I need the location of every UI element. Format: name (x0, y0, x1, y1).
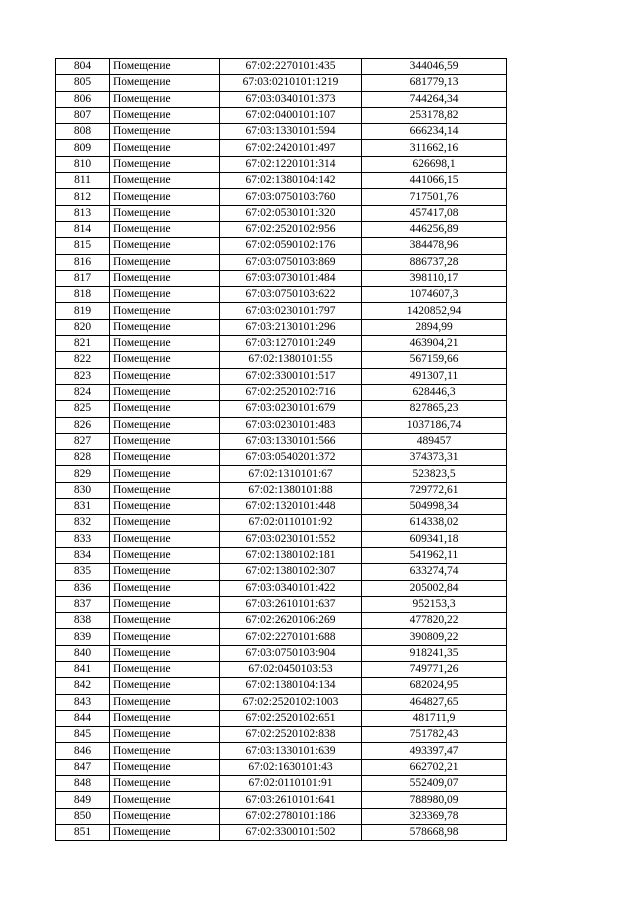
cadastral-value-cell: 398110,17 (362, 270, 507, 286)
row-number-cell: 832 (56, 515, 110, 531)
cadastral-value-cell: 717501,76 (362, 189, 507, 205)
cadastral-value-cell: 446256,89 (362, 221, 507, 237)
row-number-cell: 846 (56, 743, 110, 759)
row-number-cell: 836 (56, 580, 110, 596)
row-number-cell: 820 (56, 319, 110, 335)
table-row (56, 776, 507, 792)
row-number-cell: 841 (56, 661, 110, 677)
table-row (56, 596, 507, 612)
table-row (56, 547, 507, 563)
object-type-cell: Помещение (110, 336, 220, 352)
cadastral-number-cell: 67:02:1630101:43 (220, 759, 362, 775)
table-row (56, 824, 507, 840)
object-type-cell: Помещение (110, 596, 220, 612)
table-row (56, 743, 507, 759)
row-number-cell: 805 (56, 75, 110, 91)
cadastral-number-cell: 67:02:0530101:320 (220, 205, 362, 221)
table-row (56, 303, 507, 319)
row-number-cell: 818 (56, 287, 110, 303)
cadastral-value-cell: 523823,5 (362, 466, 507, 482)
cadastral-value-cell: 481711,9 (362, 710, 507, 726)
object-type-cell: Помещение (110, 450, 220, 466)
cadastral-value-cell: 578668,98 (362, 824, 507, 840)
row-number-cell: 835 (56, 564, 110, 580)
cadastral-value-cell: 205002,84 (362, 580, 507, 596)
object-type-cell: Помещение (110, 694, 220, 710)
table-row (56, 482, 507, 498)
cadastral-number-cell: 67:03:1330101:594 (220, 124, 362, 140)
table-row (56, 531, 507, 547)
row-number-cell: 833 (56, 531, 110, 547)
object-type-cell: Помещение (110, 75, 220, 91)
row-number-cell: 850 (56, 808, 110, 824)
row-number-cell: 823 (56, 368, 110, 384)
cadastral-number-cell: 67:02:3300101:502 (220, 824, 362, 840)
cadastral-number-cell: 67:03:0230101:679 (220, 401, 362, 417)
object-type-cell: Помещение (110, 319, 220, 335)
row-number-cell: 814 (56, 221, 110, 237)
table-row (56, 384, 507, 400)
table-row (56, 417, 507, 433)
object-type-cell: Помещение (110, 515, 220, 531)
table-row (56, 238, 507, 254)
cadastral-value-table (55, 58, 507, 841)
object-type-cell: Помещение (110, 401, 220, 417)
row-number-cell: 826 (56, 417, 110, 433)
cadastral-value-cell: 681779,13 (362, 75, 507, 91)
cadastral-number-cell: 67:02:1320101:448 (220, 499, 362, 515)
object-type-cell: Помещение (110, 433, 220, 449)
object-type-cell: Помещение (110, 629, 220, 645)
table-row (56, 710, 507, 726)
cadastral-value-cell: 567159,66 (362, 352, 507, 368)
cadastral-value-cell: 1074607,3 (362, 287, 507, 303)
table-row (56, 613, 507, 629)
table-row (56, 107, 507, 123)
row-number-cell: 848 (56, 776, 110, 792)
cadastral-number-cell: 67:02:0110101:91 (220, 776, 362, 792)
table-row (56, 91, 507, 107)
table-row (56, 270, 507, 286)
cadastral-value-cell: 666234,14 (362, 124, 507, 140)
cadastral-number-cell: 67:03:1330101:566 (220, 433, 362, 449)
cadastral-number-cell: 67:02:2520102:1003 (220, 694, 362, 710)
row-number-cell: 822 (56, 352, 110, 368)
row-number-cell: 808 (56, 124, 110, 140)
cadastral-value-cell: 662702,21 (362, 759, 507, 775)
cadastral-number-cell: 67:02:2620106:269 (220, 613, 362, 629)
object-type-cell: Помещение (110, 580, 220, 596)
table-row (56, 287, 507, 303)
cadastral-number-cell: 67:03:0750103:622 (220, 287, 362, 303)
cadastral-value-cell: 1420852,94 (362, 303, 507, 319)
cadastral-number-cell: 67:03:2130101:296 (220, 319, 362, 335)
cadastral-value-cell: 633274,74 (362, 564, 507, 580)
cadastral-value-cell: 628446,3 (362, 384, 507, 400)
table-row (56, 792, 507, 808)
table-row (56, 156, 507, 172)
row-number-cell: 849 (56, 792, 110, 808)
cadastral-number-cell: 67:02:0590102:176 (220, 238, 362, 254)
cadastral-value-cell: 457417,08 (362, 205, 507, 221)
table-row (56, 368, 507, 384)
cadastral-number-cell: 67:02:1380104:142 (220, 173, 362, 189)
table-body (56, 59, 507, 841)
row-number-cell: 819 (56, 303, 110, 319)
row-number-cell: 817 (56, 270, 110, 286)
row-number-cell: 810 (56, 156, 110, 172)
cadastral-number-cell: 67:03:1330101:639 (220, 743, 362, 759)
object-type-cell: Помещение (110, 368, 220, 384)
cadastral-value-cell: 253178,82 (362, 107, 507, 123)
table-row (56, 759, 507, 775)
object-type-cell: Помещение (110, 531, 220, 547)
object-type-cell: Помещение (110, 124, 220, 140)
table-row (56, 254, 507, 270)
cadastral-number-cell: 67:02:3300101:517 (220, 368, 362, 384)
cadastral-value-cell: 504998,34 (362, 499, 507, 515)
row-number-cell: 828 (56, 450, 110, 466)
row-number-cell: 812 (56, 189, 110, 205)
table-row (56, 59, 507, 75)
table-row (56, 515, 507, 531)
object-type-cell: Помещение (110, 727, 220, 743)
cadastral-number-cell: 67:03:0750103:760 (220, 189, 362, 205)
cadastral-number-cell: 67:02:0400101:107 (220, 107, 362, 123)
cadastral-number-cell: 67:02:2520102:716 (220, 384, 362, 400)
cadastral-value-cell: 1037186,74 (362, 417, 507, 433)
object-type-cell: Помещение (110, 466, 220, 482)
cadastral-value-cell: 682024,95 (362, 678, 507, 694)
cadastral-value-cell: 311662,16 (362, 140, 507, 156)
table-row (56, 140, 507, 156)
object-type-cell: Помещение (110, 238, 220, 254)
cadastral-number-cell: 67:02:0450103:53 (220, 661, 362, 677)
table-row (56, 336, 507, 352)
cadastral-number-cell: 67:03:0340101:373 (220, 91, 362, 107)
cadastral-value-cell: 744264,34 (362, 91, 507, 107)
table-row (56, 450, 507, 466)
object-type-cell: Помещение (110, 808, 220, 824)
row-number-cell: 845 (56, 727, 110, 743)
cadastral-value-cell: 552409,07 (362, 776, 507, 792)
object-type-cell: Помещение (110, 156, 220, 172)
object-type-cell: Помещение (110, 547, 220, 563)
cadastral-value-cell: 323369,78 (362, 808, 507, 824)
object-type-cell: Помещение (110, 678, 220, 694)
table-row (56, 173, 507, 189)
table-row (56, 205, 507, 221)
cadastral-value-cell: 541962,11 (362, 547, 507, 563)
object-type-cell: Помещение (110, 661, 220, 677)
table-row (56, 75, 507, 91)
cadastral-number-cell: 67:03:0230101:797 (220, 303, 362, 319)
table-row (56, 352, 507, 368)
object-type-cell: Помещение (110, 189, 220, 205)
cadastral-value-cell: 344046,59 (362, 59, 507, 75)
table-row (56, 189, 507, 205)
cadastral-value-cell: 788980,09 (362, 792, 507, 808)
row-number-cell: 831 (56, 499, 110, 515)
cadastral-number-cell: 67:02:2520102:651 (220, 710, 362, 726)
row-number-cell: 842 (56, 678, 110, 694)
cadastral-value-cell: 952153,3 (362, 596, 507, 612)
row-number-cell: 847 (56, 759, 110, 775)
row-number-cell: 807 (56, 107, 110, 123)
table-row (56, 433, 507, 449)
cadastral-value-cell: 489457 (362, 433, 507, 449)
table-row (56, 580, 507, 596)
table-row (56, 808, 507, 824)
object-type-cell: Помещение (110, 303, 220, 319)
cadastral-value-cell: 2894,99 (362, 319, 507, 335)
cadastral-number-cell: 67:03:2610101:641 (220, 792, 362, 808)
table-row (56, 645, 507, 661)
cadastral-value-cell: 729772,61 (362, 482, 507, 498)
object-type-cell: Помещение (110, 645, 220, 661)
table-row (56, 466, 507, 482)
object-type-cell: Помещение (110, 759, 220, 775)
cadastral-value-cell: 477820,22 (362, 613, 507, 629)
cadastral-number-cell: 67:03:0340101:422 (220, 580, 362, 596)
row-number-cell: 830 (56, 482, 110, 498)
cadastral-number-cell: 67:02:0110101:92 (220, 515, 362, 531)
cadastral-number-cell: 67:03:2610101:637 (220, 596, 362, 612)
cadastral-value-cell: 609341,18 (362, 531, 507, 547)
table-row (56, 124, 507, 140)
cadastral-value-cell: 390809,22 (362, 629, 507, 645)
cadastral-value-cell: 441066,15 (362, 173, 507, 189)
row-number-cell: 815 (56, 238, 110, 254)
row-number-cell: 821 (56, 336, 110, 352)
row-number-cell: 806 (56, 91, 110, 107)
row-number-cell: 839 (56, 629, 110, 645)
cadastral-number-cell: 67:02:1310101:67 (220, 466, 362, 482)
cadastral-number-cell: 67:02:2520102:838 (220, 727, 362, 743)
row-number-cell: 840 (56, 645, 110, 661)
cadastral-value-cell: 614338,02 (362, 515, 507, 531)
object-type-cell: Помещение (110, 91, 220, 107)
object-type-cell: Помещение (110, 824, 220, 840)
row-number-cell: 834 (56, 547, 110, 563)
cadastral-number-cell: 67:02:1380102:307 (220, 564, 362, 580)
row-number-cell: 851 (56, 824, 110, 840)
table-row (56, 221, 507, 237)
cadastral-number-cell: 67:02:1380101:55 (220, 352, 362, 368)
object-type-cell: Помещение (110, 384, 220, 400)
table-row (56, 694, 507, 710)
cadastral-number-cell: 67:02:1380104:134 (220, 678, 362, 694)
cadastral-value-cell: 827865,23 (362, 401, 507, 417)
cadastral-value-cell: 918241,35 (362, 645, 507, 661)
row-number-cell: 843 (56, 694, 110, 710)
row-number-cell: 824 (56, 384, 110, 400)
object-type-cell: Помещение (110, 564, 220, 580)
cadastral-number-cell: 67:02:2420101:497 (220, 140, 362, 156)
cadastral-number-cell: 67:02:2270101:435 (220, 59, 362, 75)
row-number-cell: 838 (56, 613, 110, 629)
cadastral-value-cell: 751782,43 (362, 727, 507, 743)
cadastral-number-cell: 67:03:1270101:249 (220, 336, 362, 352)
cadastral-number-cell: 67:02:1380101:88 (220, 482, 362, 498)
row-number-cell: 837 (56, 596, 110, 612)
row-number-cell: 816 (56, 254, 110, 270)
object-type-cell: Помещение (110, 221, 220, 237)
cadastral-number-cell: 67:02:1380102:181 (220, 547, 362, 563)
row-number-cell: 825 (56, 401, 110, 417)
cadastral-value-cell: 464827,65 (362, 694, 507, 710)
row-number-cell: 809 (56, 140, 110, 156)
row-number-cell: 813 (56, 205, 110, 221)
object-type-cell: Помещение (110, 254, 220, 270)
cadastral-number-cell: 67:03:0230101:483 (220, 417, 362, 433)
cadastral-value-cell: 463904,21 (362, 336, 507, 352)
object-type-cell: Помещение (110, 792, 220, 808)
object-type-cell: Помещение (110, 59, 220, 75)
table-row (56, 564, 507, 580)
cadastral-value-cell: 749771,26 (362, 661, 507, 677)
table-row (56, 319, 507, 335)
cadastral-number-cell: 67:03:0730101:484 (220, 270, 362, 286)
cadastral-number-cell: 67:03:0230101:552 (220, 531, 362, 547)
row-number-cell: 811 (56, 173, 110, 189)
cadastral-value-cell: 491307,11 (362, 368, 507, 384)
cadastral-number-cell: 67:02:2780101:186 (220, 808, 362, 824)
object-type-cell: Помещение (110, 417, 220, 433)
cadastral-number-cell: 67:02:2520102:956 (220, 221, 362, 237)
object-type-cell: Помещение (110, 270, 220, 286)
cadastral-value-cell: 493397,47 (362, 743, 507, 759)
object-type-cell: Помещение (110, 287, 220, 303)
table-row (56, 629, 507, 645)
object-type-cell: Помещение (110, 352, 220, 368)
row-number-cell: 827 (56, 433, 110, 449)
object-type-cell: Помещение (110, 613, 220, 629)
object-type-cell: Помещение (110, 173, 220, 189)
object-type-cell: Помещение (110, 107, 220, 123)
object-type-cell: Помещение (110, 482, 220, 498)
object-type-cell: Помещение (110, 710, 220, 726)
table-row (56, 678, 507, 694)
cadastral-value-cell: 374373,31 (362, 450, 507, 466)
cadastral-value-cell: 886737,28 (362, 254, 507, 270)
cadastral-number-cell: 67:03:0540201:372 (220, 450, 362, 466)
cadastral-number-cell: 67:03:0210101:1219 (220, 75, 362, 91)
row-number-cell: 844 (56, 710, 110, 726)
object-type-cell: Помещение (110, 140, 220, 156)
object-type-cell: Помещение (110, 205, 220, 221)
row-number-cell: 804 (56, 59, 110, 75)
cadastral-value-cell: 626698,1 (362, 156, 507, 172)
table-row (56, 661, 507, 677)
cadastral-number-cell: 67:03:0750103:904 (220, 645, 362, 661)
object-type-cell: Помещение (110, 743, 220, 759)
object-type-cell: Помещение (110, 499, 220, 515)
cadastral-value-cell: 384478,96 (362, 238, 507, 254)
row-number-cell: 829 (56, 466, 110, 482)
table-row (56, 401, 507, 417)
table-row (56, 499, 507, 515)
object-type-cell: Помещение (110, 776, 220, 792)
cadastral-number-cell: 67:02:2270101:688 (220, 629, 362, 645)
cadastral-number-cell: 67:02:1220101:314 (220, 156, 362, 172)
table-row (56, 727, 507, 743)
cadastral-number-cell: 67:03:0750103:869 (220, 254, 362, 270)
